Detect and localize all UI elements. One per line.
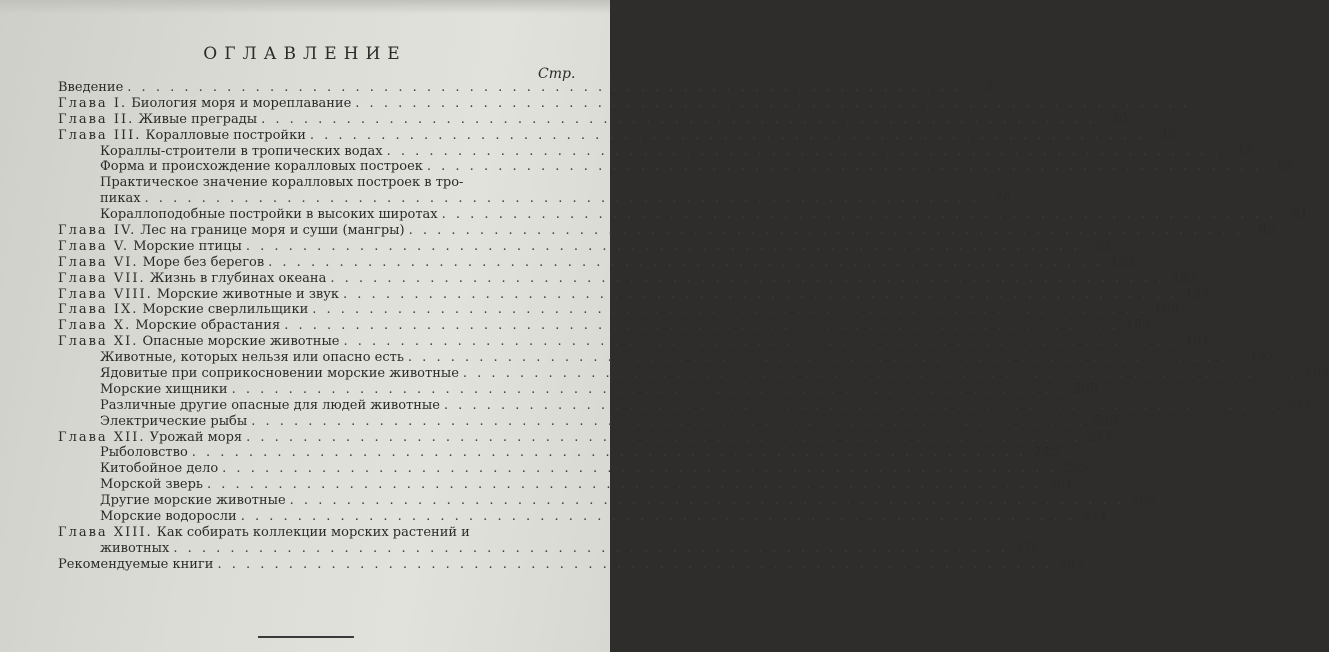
toc-entry [58,334,1210,350]
toc-entry [58,207,1309,223]
toc-entry [58,525,584,541]
chapter-number: Глава IV. [58,223,137,239]
page-number: 274 [1082,509,1108,525]
leader-dots: . . . . . . . . . . . . . . . . . . . . . . . . . . . . . . . . . . . . . . . . . . . . . . . . . . . . . . . . . . . [207,477,1042,493]
toc-entry [58,413,1118,430]
toc-entry [58,95,1222,112]
chapter-number: Глава II. [58,111,135,127]
chapter-number: Глава XI. [58,334,139,350]
toc-entry-label [58,287,339,303]
leader-dots: . . . . . . . . . . . . . . . . . . . . . . . . . . . . . . . . . . . . . . . . . . . . . . . . . . . . . . . . . . . [330,270,1165,286]
page-number: 169 [1153,302,1179,318]
leader-dots: . . . . . . . . . . . . . . . . . . . . . . . . . . . . . . . . . . . . . . . . . . . . . . . . . . . . . . . . . . . [217,556,1052,572]
toc-entry [58,556,1084,573]
toc-entry-label [58,271,326,287]
leader-dots: . . . . . . . . . . . . . . . . . . . . . . . . . . . . . . . . . . . . . . . . . . . . . . . . . . . . . . . . . . . [343,286,1178,302]
toc-entry-label [58,557,213,573]
chapter-number: Глава XIII. [58,524,153,540]
page-number: 3 [985,80,994,95]
entry-title: Как собирать коллекции морских растений и [156,524,470,540]
leader-dots: . . . . . . . . . . . . . . . . . . . . . . . . . . . . . . . . . . . . . . . . . . . . . . . . . . . . . . . . . . . [261,111,1096,127]
page-number: 70 [994,191,1012,207]
leader-dots: . . . . . . . . . . . . . . . . . . . . . . . . . . . . . . . . . . . . . . . . . . . . . . . . . . . . . . . . . . . [245,238,1081,254]
leader-dots: . . . . . . . . . . . . . . . . . . . . . . . . . . . . . . . . . . . . . . . . . . . . . . . . . . . . . . . . . . . [191,445,1027,461]
toc-entry-label [58,477,203,493]
page-number: 92 [1095,238,1113,254]
toc-entry-label [58,509,237,525]
toc-entry [58,286,1210,303]
page-number: 287 [1059,556,1084,572]
chapter-number: Глава VIII. [58,286,153,302]
entry-title: Введение [58,80,124,95]
toc-entry [58,80,994,96]
leader-dots: . . . . . . . . . . . . . . . . . . . . . . . . . . . . . . . . . . . . . . . . . . . . . . . . . . . . . . . . . . . [268,254,1103,270]
toc-entry [58,429,1113,446]
page-number: 232 [1285,397,1311,413]
leader-dots: . . . . . . . . . . . . . . . . . . . . . . . . . . . . . . . . . . . . . . . . . . . . . . . . . . . . . . . . . . . [144,191,980,207]
entry-title: Другие морские животные [100,493,286,509]
toc-entry-label [58,112,257,128]
leader-dots: . . . . . . . . . . . . . . . . . . . . . . . . . . . . . . . . . . . . . . . . . . . . . . . . . . . . . . . . . . . [343,334,1178,350]
entry-title: Морские животные и звук [156,286,340,302]
page-column-label: Стр. [538,66,576,82]
leader-dots: . . . . . . . . . . . . . . . . . . . . . . . . . . . . . . . . . . . . . . . . . . . . . . . . . . . . . . . . . . . [355,95,1190,111]
toc-entry [58,270,1197,287]
entry-title: Практическое значение коралловых построек в тро- [100,175,464,191]
page-number: 209 [1073,381,1099,397]
page-shadow [0,0,610,14]
page-number: 195 [1304,366,1329,382]
page-number: 255 [1063,461,1089,477]
toc-entry [58,302,1179,318]
leader-dots: . . . . . . . . . . . . . . . . . . . . . . . . . . . . . . . . . . . . . . . . . . . . . . . . . . . . . . . . . . . [222,461,1057,477]
toc-entry [58,493,1157,509]
leader-dots: . . . . . . . . . . . . . . . . . . . . . . . . . . . . . . . . . . . . . . . . . . . . . . . . . . . . . . . . . . . [407,350,1243,366]
entry-title: Жизнь в глубинах океана [149,270,327,286]
page-number: 265 [1131,493,1157,509]
entry-title: Морской зверь [100,477,203,493]
toc-entry-label [58,461,218,477]
entry-title: Животные, которых нельзя или опасно есть [100,350,404,366]
entry-title: Морские обрастания [135,318,281,334]
entry-title: пиках [100,191,141,207]
toc-entry [58,318,1151,334]
toc-entry-label [58,350,404,366]
chapter-number: Глава X. [58,318,132,334]
entry-title: животных [100,540,170,556]
toc-entry [58,445,1059,461]
toc-entry-label [58,191,141,207]
entry-title: Рыболовство [100,445,188,461]
leader-dots: . . . . . . . . . . . . . . . . . . . . . . . . . . . . . . . . . . . . . . . . . . . . . . . . . . . . . . . . . . . [408,223,1244,239]
entry-title: Ядовитые при соприкосновении морские животные [100,366,459,382]
toc-entry-label [58,239,242,255]
toc-entry-label [58,223,405,239]
chapter-number: Глава XII. [58,429,146,445]
page-number: 30 [1111,111,1128,127]
toc-entry-label [58,398,440,414]
toc-entry-label [58,144,383,160]
leader-dots: . . . . . . . . . . . . . . . . . . . . . . . . . . . . . . . . . . . . . . . . . . . . . . . . . . . . . . . . . . . [284,318,1119,334]
page-number: 276 [1014,540,1040,556]
chapter-number: Глава VII. [58,270,146,286]
page-number: 133 [1172,270,1197,286]
leader-dots: . . . . . . . . . . . . . . . . . . . . . . . . . . . . . . . . . . . . . . . . . . . . . . . . . . . . . . . . . . . [173,540,1008,556]
leader-dots: . . . . . . . . . . . . . . . . . . . . . . . . . . . . . . . . . . . . . . . . . . . . . . . . . . . . . . . . . . . [312,302,1147,318]
toc-entry [58,191,1012,207]
toc-entry-label [58,493,286,509]
toc-entry-label [58,175,463,191]
entry-title: Форма и происхождение коралловых построек [100,159,423,175]
entry-title: Рекомендуемые книги [58,556,214,572]
leader-dots: . . . . . . . . . . . . . . . . . . . . . . . . . . . . . . . . . . . . . . . . . . . . . . . . . . . . . . . . . . . [289,493,1125,509]
chapter-number: Глава III. [58,127,142,143]
page-title: ОГЛАВЛЕНИЕ [203,44,407,64]
entry-title: Урожай моря [149,429,243,445]
toc-entry [58,254,1135,271]
entry-title: Биология моря и мореплавание [131,95,352,111]
chapter-number: Глава I. [58,95,128,111]
toc-entry [58,366,1329,382]
toc-entry-label [58,255,264,271]
page-number: 154 [1184,286,1210,302]
toc-entry [58,223,1276,239]
toc-entry-label [58,334,340,350]
entry-title: Различные другие опасные для людей животные [100,397,440,413]
toc-entry-label [58,525,470,541]
toc-entry-label [58,96,351,112]
entry-title: Электрические рыбы [100,413,248,429]
page-number: 43 [1236,143,1254,159]
toc-entry [58,127,1177,144]
leader-dots: . . . . . . . . . . . . . . . . . . . . . . . . . . . . . . . . . . . . . . . . . . . . . . . . . . . . . . . . . . . [246,429,1081,445]
entry-title: Морские сверлильщики [142,302,309,318]
leader-dots: . . . . . . . . . . . . . . . . . . . . . . . . . . . . . . . . . . . . . . . . . . . . . . . . . . . . . . . . . . . [462,366,1298,382]
page-number: 85 [1258,223,1276,239]
toc-entry [58,175,584,191]
page-number: 42 [1159,127,1177,143]
leader-dots: . . . . . . . . . . . . . . . . . . . . . . . . . . . . . . . . . . . . . . . . . . . . . . . . . . . . . . . . . . . [441,207,1277,223]
page-number: 182 [1125,318,1151,334]
entry-title: Море без берегов [142,254,265,270]
leader-dots: . . . . . . . . . . . . . . . . . . . . . . . . . . . . . . . . . . . . . . . . . . . . . . . . . . . . . . . . . . . [127,80,962,95]
entry-title: Морские хищники [100,381,228,397]
toc-entry [58,159,1294,175]
toc-entry [58,238,1113,255]
toc-entry-label [58,414,247,430]
entry-title: Живые преграды [138,111,258,127]
page-number: 239 [1092,413,1118,429]
leader-dots: . . . . . . . . . . . . . . . . . . . . . . . . . . . . . . . . . . . . . . . . . . . . . . . . . . . . . . . . . . . [426,159,1262,175]
leader-dots: . . . . . . . . . . . . . . . . . . . . . . . . . . . . . . . . . . . . . . . . . . . . . . . . . . . . . . . . . . . [240,509,1076,525]
entry-title: Лес на границе моря и суши (мангры) [140,223,405,239]
toc-entry-label [58,445,188,461]
page-number: 62 [1276,159,1294,175]
table-of-contents [58,80,1329,573]
chapter-number: Глава IX. [58,302,139,318]
entry-title: Кораллоподобные постройки в высоких широтах [100,207,438,223]
leader-dots: . . . . . . . . . . . . . . . . . . . . . . . . . . . . . . . . . . . . . . . . . . . . . . . . . . . . . . . . . . . [309,127,1145,143]
toc-entry-label [58,207,438,223]
toc-entry-label [58,302,308,318]
leader-dots: . . . . . . . . . . . . . . . . . . . . . . . . . . . . . . . . . . . . . . . . . . . . . . . . . . . . . . . . . . . [386,143,1222,159]
toc-entry-label [58,382,228,398]
page-number: 245 [1033,445,1059,461]
toc-entry [58,477,1074,493]
page-number: 122 [1109,254,1135,270]
entry-title: Морские водоросли [100,509,237,525]
entry-title: Морские птицы [133,238,242,254]
entry-title: Коралловые постройки [145,127,306,143]
page-number: 244 [1087,429,1113,445]
toc-entry [58,350,1275,366]
toc-entry [58,461,1089,477]
page-number: 261 [1048,477,1074,493]
page-number: 5 [1213,95,1222,111]
toc-entry-label [58,366,459,382]
toc-entry-label [58,318,280,334]
toc-entry [58,143,1254,160]
toc-entry [58,397,1311,414]
toc-entry-label [58,159,423,175]
entry-title: Кораллы-строители в тропических водах [100,143,383,159]
page-number: 191 [1185,334,1210,350]
leader-dots: . . . . . . . . . . . . . . . . . . . . . . . . . . . . . . . . . . . . . . . . . . . . . . . . . . . . . . . . . . . [231,381,1067,397]
entry-title: Опасные морские животные [142,334,340,350]
toc-entry [58,509,1108,525]
toc-entry [58,381,1099,398]
toc-entry-label [58,541,169,557]
bottom-rule [258,636,354,638]
page-number: 81 [1291,207,1309,223]
entry-title: Китобойное дело [100,461,219,477]
chapter-number: Глава V. [58,238,130,254]
page-number: 192 [1249,350,1275,366]
toc-entry [58,540,1040,557]
leader-dots: . . . . . . . . . . . . . . . . . . . . . . . . . . . . . . . . . . . . . . . . . . . . . . . . . . . . . . . . . . . [443,397,1279,413]
toc-entry-label [58,128,306,144]
leader-dots: . . . . . . . . . . . . . . . . . . . . . . . . . . . . . . . . . . . . . . . . . . . . . . . . . . . . . . . . . . . [251,413,1086,429]
toc-entry [58,111,1128,128]
toc-entry-label [58,80,123,96]
toc-entry-label [58,430,242,446]
chapter-number: Глава VI. [58,254,139,270]
